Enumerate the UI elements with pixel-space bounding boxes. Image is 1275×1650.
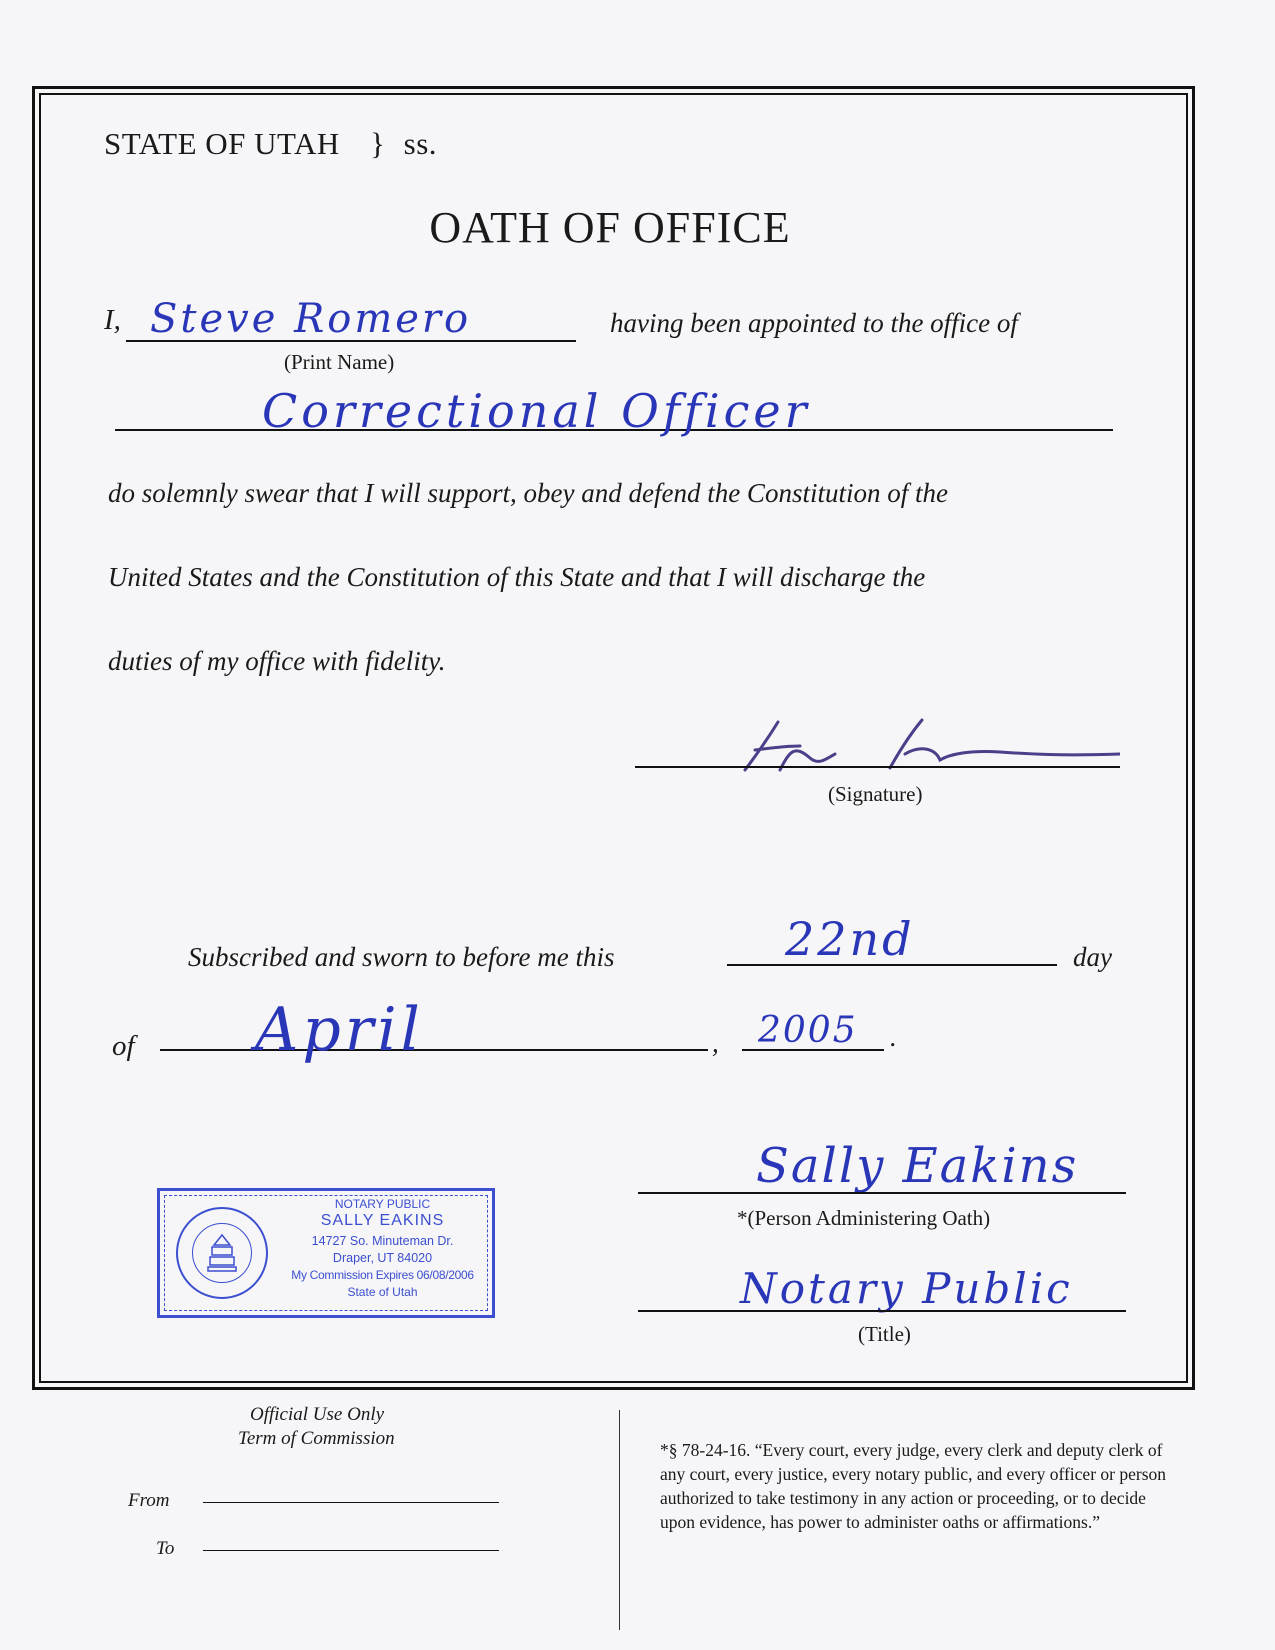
name-value: Steve Romero bbox=[150, 296, 472, 342]
office-value: Correctional Officer bbox=[262, 384, 811, 438]
venue-brace: } bbox=[370, 126, 386, 161]
sworn-text: Subscribed and sworn to before me this bbox=[188, 942, 615, 972]
month-line bbox=[160, 1049, 708, 1051]
oath-line-2: United States and the Constitution of this State and that I will discharge the bbox=[108, 562, 926, 592]
seal-line-1: NOTARY PUBLIC bbox=[334, 1197, 431, 1211]
signature-caption: (Signature) bbox=[828, 782, 923, 806]
of-label: of bbox=[112, 1030, 135, 1062]
footer-divider bbox=[619, 1410, 620, 1630]
title-caption: (Title) bbox=[858, 1322, 911, 1346]
month-value: April bbox=[255, 995, 424, 1065]
page-title: OATH OF OFFICE bbox=[429, 203, 791, 252]
notary-seal-stamp bbox=[157, 1188, 495, 1318]
administrator-caption: *(Person Administering Oath) bbox=[737, 1206, 991, 1230]
day-value: 22nd bbox=[785, 912, 915, 966]
oath-line-1: do solemnly swear that I will support, obey and defend the Constitution of the bbox=[108, 478, 948, 508]
administrator-signature: Sally Eakins bbox=[756, 1138, 1079, 1194]
to-label: To bbox=[156, 1538, 175, 1559]
to-line bbox=[203, 1550, 499, 1551]
from-line bbox=[203, 1502, 499, 1503]
seal-line-5: My Commission Expires 06/08/2006 bbox=[291, 1268, 474, 1282]
official-use-heading: Official Use Only bbox=[250, 1404, 385, 1425]
day-label: day bbox=[1073, 942, 1112, 972]
i-label: I, bbox=[104, 304, 121, 336]
term-heading: Term of Commission bbox=[238, 1428, 395, 1449]
ss-label: ss. bbox=[403, 126, 438, 161]
seal-line-4: Draper, UT 84020 bbox=[332, 1251, 433, 1265]
statute-note: *§ 78-24-16. “Every court, every judge, every clerk and deputy clerk of any court, every justice, every notary public, and every officer or person authorized to take testimony in any action or proceeding, or to decide upon evidence, has power to administer oaths or affirmations.” bbox=[660, 1440, 1167, 1532]
title-line bbox=[638, 1310, 1126, 1312]
state-seal-emblem bbox=[176, 1207, 268, 1299]
oath-line-3: duties of my office with fidelity. bbox=[108, 646, 446, 676]
seal-line-6: State of Utah bbox=[347, 1285, 418, 1299]
year-period: . bbox=[890, 1022, 897, 1052]
year-value: 2005 bbox=[758, 1010, 858, 1051]
year-comma: , bbox=[712, 1028, 719, 1058]
state-label: STATE OF UTAH bbox=[104, 126, 340, 161]
state-heading bbox=[104, 126, 437, 162]
beehive-icon bbox=[202, 1231, 242, 1275]
seal-line-3: 14727 So. Minuteman Dr. bbox=[311, 1234, 454, 1248]
administrator-line bbox=[638, 1192, 1126, 1194]
title-value: Notary Public bbox=[740, 1264, 1073, 1313]
signature-line bbox=[635, 766, 1120, 768]
appointed-text: having been appointed to the office of bbox=[610, 308, 1018, 338]
signature-image bbox=[700, 710, 1120, 780]
from-label: From bbox=[128, 1490, 170, 1511]
seal-line-2: SALLY EAKINS bbox=[320, 1212, 445, 1229]
name-caption: (Print Name) bbox=[284, 350, 395, 374]
